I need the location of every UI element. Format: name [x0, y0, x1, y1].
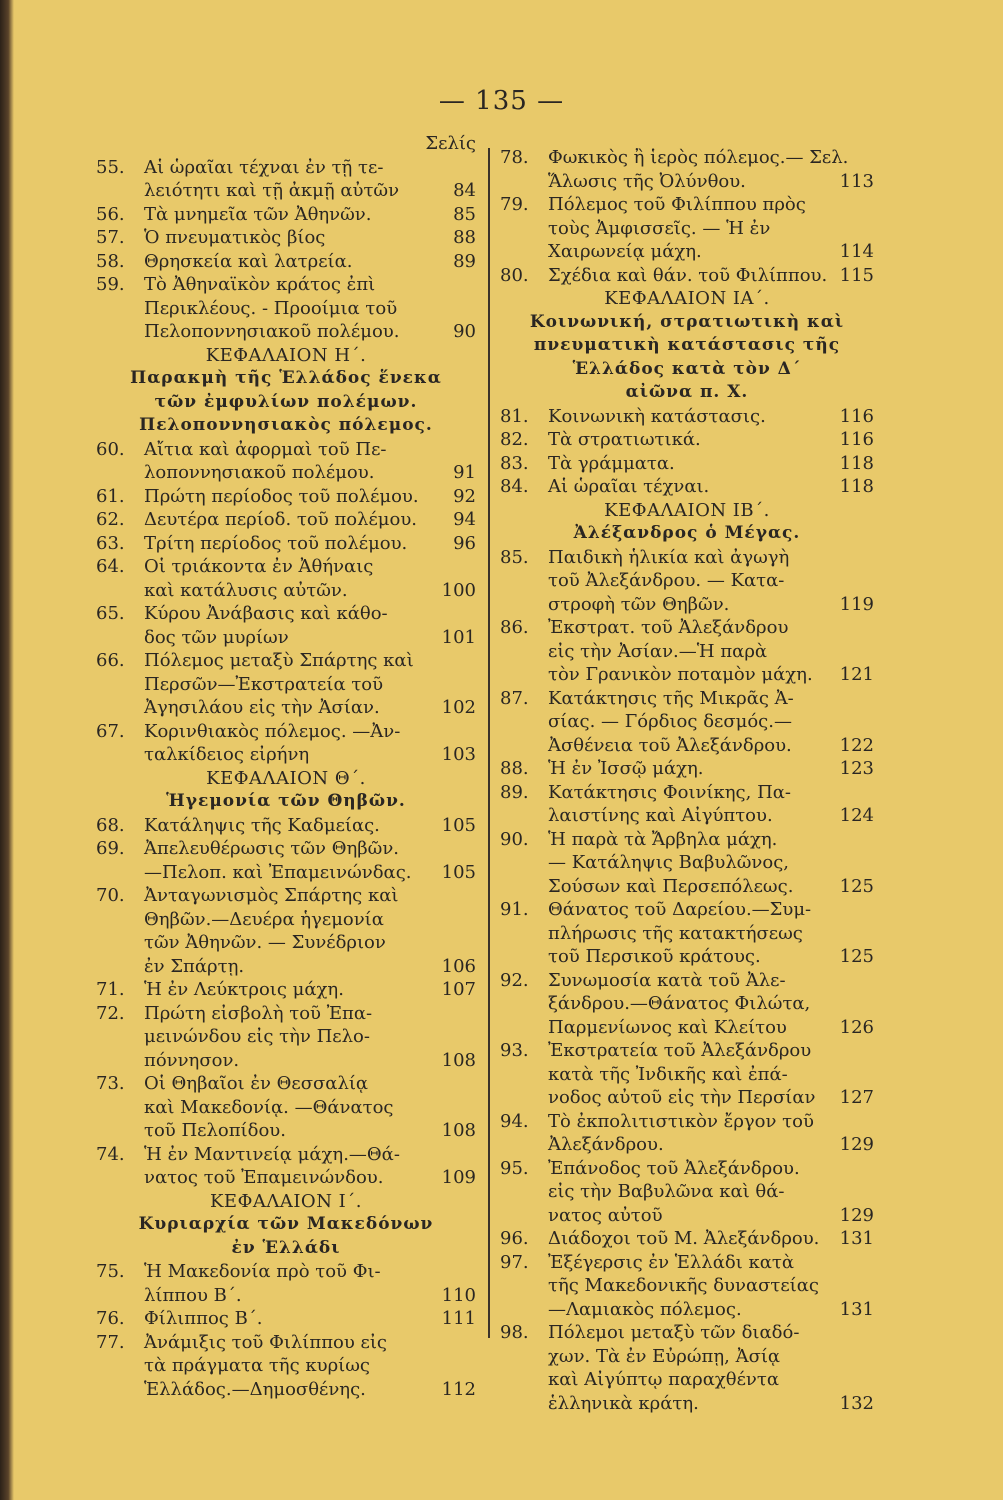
- entry-number: 55.: [96, 156, 125, 178]
- entry-page-number: 129: [839, 1134, 874, 1155]
- toc-entry-line: [500, 875, 874, 899]
- entry-page-number: 92: [453, 485, 476, 507]
- toc-entry-line: [96, 720, 476, 744]
- entry-page-number: 84: [453, 180, 476, 201]
- entry-page-number: 124: [839, 805, 874, 826]
- entry-page-number: 131: [839, 1298, 874, 1320]
- entry-page-number: 100: [441, 579, 476, 601]
- entry-page-number: 125: [839, 946, 874, 967]
- toc-entry-line: [500, 1063, 874, 1087]
- entry-title: ἑλληνικὰ κράτη.: [548, 1392, 699, 1414]
- entry-number: 93.: [500, 1040, 529, 1061]
- entry-page-number: 103: [441, 744, 476, 765]
- toc-entry-line: [500, 170, 874, 194]
- toc-entry-line: [96, 1025, 476, 1049]
- section-subheading: αἰῶνα π. Χ.: [625, 382, 749, 402]
- entry-number: 83.: [500, 452, 529, 474]
- toc-entry-line: [500, 1227, 874, 1251]
- toc-entry-line: [96, 696, 476, 720]
- toc-entry-line: [96, 555, 476, 579]
- entry-title: εἰς τὴν Ἀσίαν.—Ἡ παρὰ: [548, 640, 768, 662]
- entry-title: Αἱ ὡραῖαι τέχναι.: [548, 476, 710, 497]
- entry-page-number: 108: [441, 1049, 476, 1071]
- toc-entry-line: [96, 626, 476, 650]
- entry-number: 92.: [500, 969, 529, 991]
- entry-title: Ἀσθένεια τοῦ Ἀλεξάνδρου.: [548, 734, 792, 756]
- entry-page-number: 113: [839, 170, 874, 192]
- toc-entry-line: [500, 1251, 874, 1275]
- entry-number: 61.: [96, 485, 125, 507]
- entry-title: Φίλιππος Β΄.: [144, 1308, 263, 1329]
- entry-page-number: 96: [453, 532, 476, 554]
- entry-title: Ἡ παρὰ τὰ Ἄρβηλα μάχη.: [548, 828, 778, 850]
- entry-number: 68.: [96, 814, 125, 836]
- section-subheading: Πελοποννησιακὸς πόλεμος.: [139, 415, 433, 435]
- toc-entry-line: [96, 861, 476, 885]
- entry-title: Περικλέους. - Προοίμια τοῦ: [144, 297, 398, 319]
- entry-number: 66.: [96, 650, 125, 671]
- entry-title: Οἱ Θηβαῖοι ἐν Θεσσαλίᾳ: [144, 1073, 369, 1094]
- entry-title: Συνωμοσία κατὰ τοῦ Ἀλε-: [548, 969, 786, 991]
- entry-title: νοδος αὐτοῦ εἰς τὴν Περσίαν: [548, 1087, 816, 1108]
- entry-title: Πρώτη περίοδος τοῦ πολέμου.: [144, 485, 419, 507]
- toc-entry-line: [96, 1072, 476, 1096]
- entry-title: Ἑλλάδος.—Δημοσθένης.: [144, 1378, 366, 1400]
- entry-title: Πρώτη εἰσβολὴ τοῦ Ἐπα-: [144, 1002, 373, 1024]
- entry-title: τοῦ Περσικοῦ κράτους.: [548, 946, 761, 967]
- entry-number: 82.: [500, 429, 529, 450]
- entry-title: Ἡ ἐν Λεύκτροις μάχη.: [144, 979, 344, 1000]
- toc-entry-line: [500, 405, 874, 429]
- entry-page-number: 115: [839, 264, 874, 286]
- entry-number: 67.: [96, 720, 125, 742]
- entry-title: Θάνατος τοῦ Δαρείου.—Συμ-: [548, 899, 812, 920]
- torn-page-edge: [0, 0, 14, 1500]
- entry-title: ἐν Σπάρτῃ.: [144, 955, 245, 977]
- entry-page-number: 101: [441, 626, 476, 648]
- toc-entry-line: [96, 320, 476, 344]
- entry-title: εἰς τὴν Βαβυλῶνα καὶ θά-: [548, 1181, 785, 1202]
- entry-number: 64.: [96, 556, 125, 577]
- entry-page-number: 126: [839, 1016, 874, 1038]
- entry-number: 91.: [500, 899, 529, 920]
- entry-number: 62.: [96, 509, 125, 530]
- entry-page-number: 129: [839, 1204, 874, 1226]
- toc-entry-line: [96, 814, 476, 838]
- toc-entry-line: [500, 1110, 874, 1134]
- entry-title: Θηβῶν.—Δευέρα ἡγεμονία: [144, 908, 384, 930]
- toc-entry-line: [96, 532, 476, 556]
- entry-title: λοποννησιακοῦ πολέμου.: [144, 462, 375, 483]
- entry-title: κατὰ τῆς Ἰνδικῆς καὶ ἐπά-: [548, 1063, 788, 1085]
- entry-title: Παρμενίωνος καὶ Κλείτου: [548, 1016, 787, 1038]
- toc-entry-line: [96, 931, 476, 955]
- entry-title: Πελοποννησιακοῦ πολέμου.: [144, 321, 400, 342]
- entry-title: τοῦ Ἀλεξάνδρου. — Κατα-: [548, 570, 785, 591]
- entry-page-number: 123: [839, 758, 874, 779]
- entry-title: τῶν Ἀθηνῶν. — Συνέδριον: [144, 932, 386, 953]
- toc-entry-line: [96, 579, 476, 603]
- entry-number: 84.: [500, 476, 529, 497]
- section-subheading: τῶν ἐμφυλίων πολέμων.: [154, 391, 418, 412]
- toc-entry-line: [500, 710, 874, 734]
- entry-title: τῆς Μακεδονικῆς δυναστείας: [548, 1275, 819, 1296]
- entry-title: Πόλεμος μεταξὺ Σπάρτης καὶ: [144, 650, 414, 671]
- toc-entry-line: [96, 743, 476, 767]
- toc-right-column: [500, 146, 874, 1415]
- chapter-heading: ΚΕΦΑΛΑΙΟΝ Η΄.: [205, 344, 367, 366]
- entry-number: 71.: [96, 979, 125, 1000]
- entry-title: λίππου Β΄.: [144, 1284, 242, 1306]
- entry-title: Τὰ γράμματα.: [548, 452, 675, 474]
- entry-title: Ἐπάνοδος τοῦ Ἀλεξάνδρου.: [548, 1157, 800, 1179]
- toc-entry-line: [96, 297, 476, 321]
- entry-title: Οἱ τριάκοντα ἐν Ἀθήναις: [144, 556, 374, 577]
- toc-entry-line: [96, 273, 476, 297]
- entry-number: 58.: [96, 250, 125, 272]
- toc-entry-line: [96, 203, 476, 227]
- entry-title: νατος αὐτοῦ: [548, 1204, 663, 1226]
- entry-title: Κατάκτησις τῆς Μικρᾶς Ἀ-: [548, 687, 794, 709]
- entry-title: καὶ Μακεδονίᾳ. —Θάνατος: [144, 1096, 394, 1118]
- column-divider: [488, 148, 490, 1338]
- entry-page-number: 106: [441, 955, 476, 977]
- toc-entry-line: [96, 673, 476, 697]
- entry-number: 57.: [96, 227, 125, 248]
- entry-title: Ἡ ἐν Μαντινείᾳ μάχη.—Θά-: [144, 1143, 400, 1165]
- entry-number: 94.: [500, 1110, 529, 1132]
- entry-title: Κορινθιακὸς πόλεμος. —Ἀν-: [144, 720, 401, 742]
- entry-page-number: 108: [441, 1120, 476, 1141]
- entry-title: Χαιρωνείᾳ μάχη.: [548, 241, 702, 262]
- toc-entry-line: [96, 602, 476, 626]
- entry-page-number: 110: [441, 1284, 476, 1306]
- entry-number: 97.: [500, 1251, 529, 1273]
- entry-title: στροφὴ τῶν Θηβῶν.: [548, 593, 730, 615]
- entry-page-number: 94: [453, 509, 476, 530]
- toc-entry-line: [500, 734, 874, 758]
- entry-title: λειότητι καὶ τῇ ἀκμῇ αὐτῶν: [144, 180, 400, 201]
- toc-entry-line: [500, 922, 874, 946]
- entry-title: Κατάληψις τῆς Καδμείας.: [144, 814, 380, 836]
- chapter-heading: ΚΕΦΑΛΑΙΟΝ Ι΄.: [209, 1190, 362, 1212]
- entry-title: πόννησον.: [144, 1049, 240, 1071]
- entry-title: καὶ κατάλυσις αὐτῶν.: [144, 579, 348, 601]
- toc-entry-line: [500, 804, 874, 828]
- entry-number: 90.: [500, 828, 529, 850]
- toc-entry-line: [500, 616, 874, 640]
- toc-entry-line: [96, 1307, 476, 1331]
- entry-title: σίας. — Γόρδιος δεσμός.—: [548, 711, 792, 732]
- toc-entry-line: [500, 1204, 874, 1228]
- entry-title: Τὰ στρατιωτικά.: [548, 429, 701, 450]
- chapter-heading: ΚΕΦΑΛΑΙΟΝ ΙΑ΄.: [604, 288, 770, 309]
- entry-title: τὰ πράγματα τῆς κυρίως: [144, 1355, 370, 1376]
- entry-title: τοὺς Ἀμφισσεῖς. — Ἡ ἐν: [548, 217, 771, 239]
- toc-entry-line: [500, 1298, 874, 1322]
- toc-entry-line: [96, 1002, 476, 1026]
- toc-entry-line: [500, 475, 874, 499]
- entry-number: 96.: [500, 1228, 529, 1249]
- entry-number: 70.: [96, 885, 125, 906]
- entry-page-number: 122: [839, 734, 874, 756]
- entry-page-number: 114: [839, 241, 874, 262]
- toc-entry-line: [500, 687, 874, 711]
- page-number: — 135 —: [438, 86, 565, 116]
- toc-entry-line: [96, 1096, 476, 1120]
- entry-title: Κύρου Ἀνάβασις καὶ κάθο-: [144, 603, 388, 624]
- entry-title: Ἐκστρατεία τοῦ Ἀλεξάνδρου: [548, 1040, 812, 1061]
- entry-title: λαιστίνης καὶ Αἰγύπτου.: [548, 805, 773, 826]
- toc-entry-line: [500, 569, 874, 593]
- entry-number: 88.: [500, 758, 529, 779]
- entry-number: 73.: [96, 1073, 125, 1094]
- toc-entry-line: [96, 1331, 476, 1355]
- entry-title: καὶ Αἰγύπτῳ παραχθέντα: [548, 1369, 779, 1390]
- toc-entry-line: [96, 1119, 476, 1143]
- toc-entry-line: [500, 217, 874, 241]
- toc-entry-line: [500, 546, 874, 570]
- entry-number: 79.: [500, 194, 529, 215]
- toc-entry-line: [500, 593, 874, 617]
- section-subheading: Ἑλλάδος κατὰ τὸν Δ΄: [572, 358, 802, 379]
- entry-number: 78.: [500, 147, 529, 168]
- section-subheading: Κοινωνική, στρατιωτικὴ καὶ: [529, 311, 845, 332]
- entry-title: τὸν Γρανικὸν ποταμὸν μάχη.: [548, 664, 813, 685]
- toc-entry-line: [96, 978, 476, 1002]
- entry-title: Δευτέρα περίοδ. τοῦ πολέμου.: [144, 509, 417, 530]
- toc-entry-line: [96, 438, 476, 462]
- entry-title: Αἱ ὡραῖαι τέχναι ἐν τῇ τε-: [144, 156, 384, 178]
- entry-title: πλήρωσις τῆς κατακτήσεως: [548, 922, 803, 944]
- entry-page-number: 105: [441, 814, 476, 836]
- entry-number: 74.: [96, 1143, 125, 1165]
- entry-page-number: 89: [453, 250, 476, 272]
- entry-page-number: 132: [839, 1392, 874, 1414]
- entry-title: Τὸ Ἀθηναϊκὸν κράτος ἐπὶ: [144, 274, 376, 295]
- entry-title: Κοινωνικὴ κατάστασις.: [548, 405, 766, 427]
- entry-number: 60.: [96, 438, 125, 460]
- entry-number: 59.: [96, 274, 125, 295]
- page-column-header: Σελίς: [425, 133, 476, 154]
- entry-title: Ἐξέγερσις ἐν Ἑλλάδι κατὰ: [548, 1251, 794, 1273]
- toc-entry-line: [500, 1133, 874, 1157]
- entry-title: τοῦ Πελοπίδου.: [144, 1120, 286, 1141]
- chapter-heading: ΚΕΦΑΛΑΙΟΝ Θ΄.: [206, 767, 366, 789]
- entry-title: Κατάκτησις Φοινίκης, Πα-: [548, 781, 791, 803]
- toc-entry-line: [96, 1049, 476, 1073]
- section-subheading: Παρακμὴ τῆς Ἑλλάδος ἕνεκα: [130, 368, 442, 388]
- toc-entry-line: [500, 969, 874, 993]
- entry-title: Ἡ ἐν Ἰσσῷ μάχη.: [548, 758, 704, 779]
- entry-number: 69.: [96, 838, 125, 859]
- entry-number: 56.: [96, 203, 125, 225]
- entry-title: Ἀνάμιξις τοῦ Φιλίππου εἰς: [144, 1331, 387, 1353]
- entry-page-number: 105: [441, 861, 476, 883]
- entry-title: Πόλεμοι μεταξὺ τῶν διαδό-: [548, 1322, 800, 1343]
- entry-title: —Πελοπ. καὶ Ἐπαμεινώνδας.: [144, 861, 412, 883]
- toc-entry-line: [500, 452, 874, 476]
- entry-title: Ἀνταγωνισμὸς Σπάρτης καὶ: [144, 885, 399, 906]
- section-subheading: Ἡγεμονία τῶν Θηβῶν.: [166, 791, 406, 811]
- toc-entry-line: [500, 757, 874, 781]
- entry-title: Ἀπελευθέρωσις τῶν Θηβῶν.: [144, 838, 399, 859]
- entry-page-number: 85: [453, 203, 476, 225]
- entry-page-number: 119: [839, 593, 874, 615]
- entry-number: 65.: [96, 603, 125, 624]
- entry-title: Ἐκστρατ. τοῦ Ἀλεξάνδρου: [548, 617, 789, 638]
- entry-page-number: 90: [453, 321, 476, 342]
- toc-entry-line: [500, 146, 874, 170]
- entry-title: Πόλεμος τοῦ Φιλίππου πρὸς: [548, 194, 806, 215]
- toc-entry-line: [500, 264, 874, 288]
- section-subheading: Κυριαρχία τῶν Μακεδόνων: [138, 1214, 434, 1234]
- toc-entry-line: [500, 640, 874, 664]
- entry-title: Σούσων καὶ Περσεπόλεως.: [548, 875, 794, 897]
- entry-page-number: 91: [453, 462, 476, 483]
- entry-number: 76.: [96, 1308, 125, 1329]
- entry-title: Ὁ πνευματικὸς βίος: [144, 227, 326, 248]
- toc-entry-line: [500, 1016, 874, 1040]
- toc-entry-line: [96, 461, 476, 485]
- entry-title: —Λαμιακὸς πόλεμος.: [548, 1298, 742, 1320]
- entry-page-number: 109: [441, 1167, 476, 1188]
- toc-entry-line: [500, 193, 874, 217]
- entry-title: Ἅλωσις τῆς Ὀλύνθου.: [548, 170, 746, 192]
- entry-title: ταλκίδειος εἰρήνη: [144, 744, 310, 765]
- toc-entry-line: [500, 828, 874, 852]
- entry-page-number: 116: [839, 429, 874, 450]
- entry-number: 81.: [500, 405, 529, 427]
- entry-page-number: 118: [839, 476, 874, 497]
- toc-entry-line: [500, 1086, 874, 1110]
- entry-title: νατος τοῦ Ἐπαμεινώνδου.: [144, 1167, 384, 1188]
- entry-number: 85.: [500, 546, 529, 568]
- toc-entry-line: [96, 837, 476, 861]
- entry-number: 89.: [500, 781, 529, 803]
- entry-title: Σχέδια καὶ θάν. τοῦ Φιλίππου.: [548, 264, 828, 286]
- entry-number: 87.: [500, 687, 529, 709]
- entry-page-number: 127: [839, 1087, 874, 1108]
- toc-entry-line: [96, 955, 476, 979]
- toc-entry-line: [96, 908, 476, 932]
- entry-number: 77.: [96, 1331, 125, 1353]
- toc-entry-line: [500, 1039, 874, 1063]
- entry-title: Παιδικὴ ἡλικία καὶ ἀγωγὴ: [548, 546, 790, 568]
- entry-title: Τὸ ἐκπολιτιστικὸν ἔργον τοῦ: [548, 1110, 814, 1132]
- entry-number: 80.: [500, 264, 529, 286]
- toc-entry-line: [96, 884, 476, 908]
- entry-title: Διάδοχοι τοῦ Μ. Ἀλεξάνδρου.: [548, 1228, 820, 1249]
- toc-entry-line: [500, 1274, 874, 1298]
- toc-entry-line: [96, 485, 476, 509]
- section-subheading: ἐν Ἑλλάδι: [231, 1237, 341, 1258]
- entry-title: χων. Τὰ ἐν Εὐρώπῃ, Ἀσίᾳ: [548, 1345, 781, 1367]
- entry-number: 95.: [500, 1157, 529, 1179]
- toc-entry-line: [96, 226, 476, 250]
- toc-entry-line: [96, 156, 476, 180]
- toc-left-column: [96, 132, 476, 1401]
- toc-entry-line: [500, 1392, 874, 1416]
- toc-entry-line: [500, 851, 874, 875]
- entry-title: Αἴτια καὶ ἀφορμαὶ τοῦ Πε-: [144, 438, 387, 460]
- entry-title: Φωκικὸς ἢ ἱερὸς πόλεμος.— Σελ.: [548, 147, 849, 168]
- entry-title: Τὰ μνημεῖα τῶν Ἀθηνῶν.: [144, 203, 372, 225]
- entry-title: — Κατάληψις Βαβυλῶνος,: [548, 852, 790, 873]
- entry-number: 75.: [96, 1261, 125, 1282]
- entry-title: Τρίτη περίοδος τοῦ πολέμου.: [144, 532, 408, 554]
- entry-title: Ἀγησιλάου εἰς τὴν Ἀσίαν.: [144, 697, 380, 718]
- toc-entry-line: [96, 179, 476, 203]
- entry-title: δος τῶν μυρίων: [144, 626, 289, 648]
- toc-entry-line: [500, 992, 874, 1016]
- entry-page-number: 102: [441, 697, 476, 718]
- entry-number: 86.: [500, 617, 529, 638]
- toc-entry-line: [500, 1321, 874, 1345]
- entry-title: Ἡ Μακεδονία πρὸ τοῦ Φι-: [144, 1261, 381, 1282]
- toc-entry-line: [500, 1157, 874, 1181]
- entry-page-number: 112: [441, 1378, 476, 1400]
- entry-page-number: 131: [839, 1228, 874, 1249]
- entry-page-number: 107: [441, 979, 476, 1000]
- toc-entry-line: [500, 663, 874, 687]
- chapter-heading: ΚΕΦΑΛΑΙΟΝ ΙΒ΄.: [604, 499, 770, 521]
- entry-title: μεινώνδου εἰς τὴν Πελο-: [144, 1026, 370, 1047]
- entry-title: Περσῶν—Ἐκστρατεία τοῦ: [144, 673, 384, 695]
- toc-entry-line: [96, 1143, 476, 1167]
- entry-page-number: 116: [839, 405, 874, 427]
- entry-number: 63.: [96, 532, 125, 554]
- section-subheading: πνευματικὴ κατάστασις τῆς: [533, 335, 841, 355]
- entry-page-number: 111: [441, 1308, 476, 1329]
- section-subheading: Ἀλέξανδρος ὁ Μέγας.: [573, 523, 801, 543]
- entry-number: 98.: [500, 1322, 529, 1343]
- toc-entry-line: [96, 1378, 476, 1402]
- toc-entry-line: [96, 1284, 476, 1308]
- toc-entry-line: [500, 945, 874, 969]
- entry-title: ξάνδρου.—Θάνατος Φιλώτα,: [548, 993, 811, 1014]
- toc-entry-line: [500, 428, 874, 452]
- toc-entry-line: [96, 250, 476, 274]
- toc-entry-line: [500, 1368, 874, 1392]
- entry-number: 72.: [96, 1002, 125, 1024]
- entry-title: Θρησκεία καὶ λατρεία.: [144, 250, 353, 272]
- toc-entry-line: [96, 1354, 476, 1378]
- toc-entry-line: [96, 1260, 476, 1284]
- toc-entry-line: [500, 781, 874, 805]
- toc-entry-line: [96, 1166, 476, 1190]
- entry-page-number: 88: [453, 227, 476, 248]
- toc-entry-line: [500, 240, 874, 264]
- toc-entry-line: [500, 898, 874, 922]
- toc-entry-line: [96, 508, 476, 532]
- toc-entry-line: [500, 1180, 874, 1204]
- entry-title: Ἀλεξάνδρου.: [548, 1134, 664, 1155]
- toc-entry-line: [500, 1345, 874, 1369]
- entry-page-number: 118: [839, 452, 874, 474]
- entry-page-number: 125: [839, 875, 874, 897]
- entry-page-number: 121: [839, 664, 874, 685]
- toc-entry-line: [96, 649, 476, 673]
